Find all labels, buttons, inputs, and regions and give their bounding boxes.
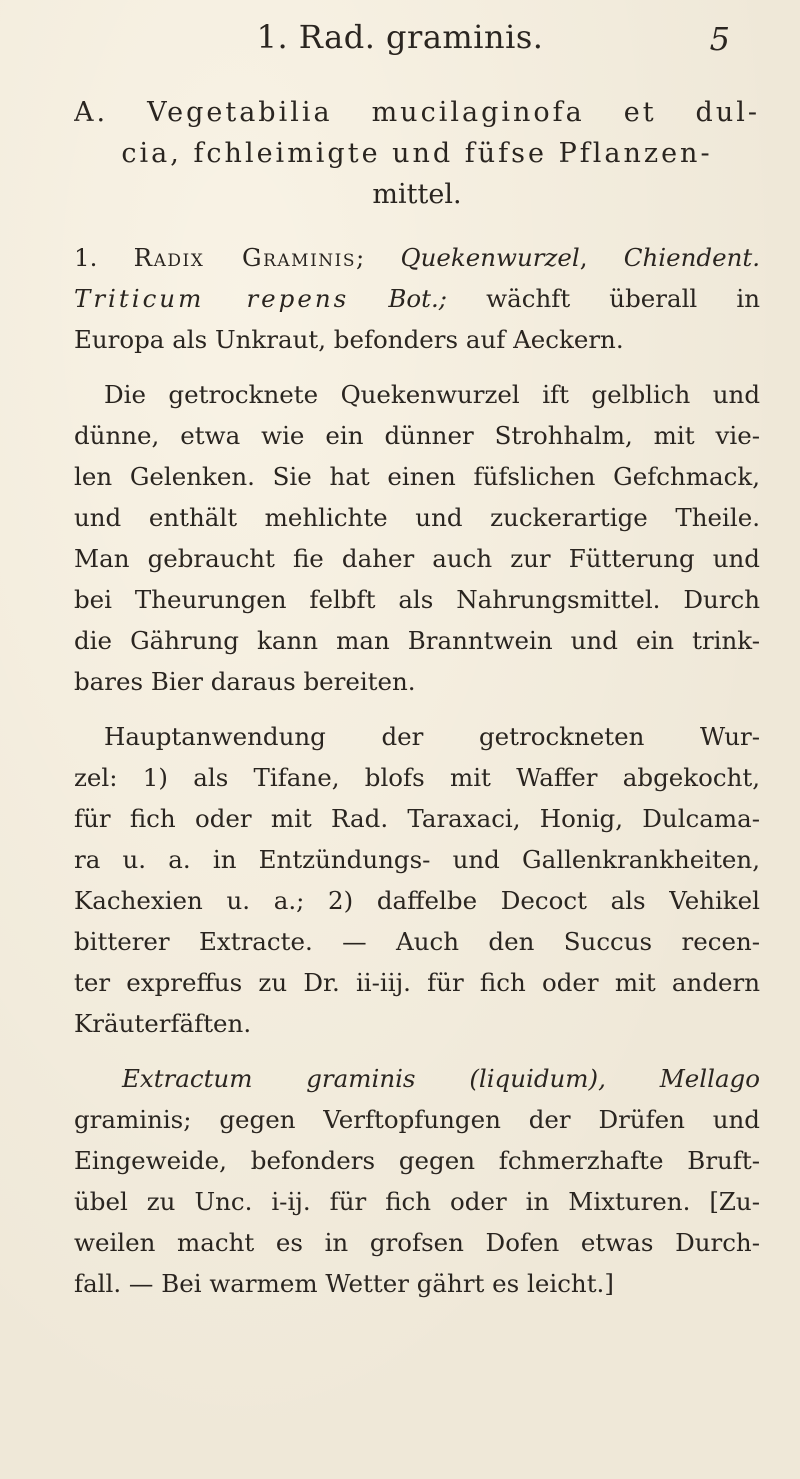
paragraph-2-line: ra u. a. in Entzündungs- und Gallenkrankheiten,: [74, 845, 760, 874]
paragraph-2-line: bitterer Extracte. — Auch den Succus recen-: [74, 927, 760, 956]
entry-german-name: Quekenwurzel: [400, 243, 580, 272]
paragraph-3-line: Eingeweide, befonders gegen fchmerzhafte Bruft-: [74, 1146, 760, 1175]
paragraph-3-line: fall. — Bei warmem Wetter gährt es leicht.]: [74, 1269, 614, 1298]
entry-title-line: [74, 237, 760, 278]
paragraph-1-line: und enthält mehlichte und zuckerartige Theile.: [74, 503, 760, 532]
paragraph-3-line: übel zu Unc. i-ij. für fich oder in Mixturen. [Zu-: [74, 1187, 760, 1216]
section-heading-line-2: cia, fchleimigte und füfse Pflanzen-: [121, 138, 713, 169]
paragraph-1-line: dünne, etwa wie ein dünner Strohhalm, mit vie-: [74, 421, 760, 450]
page-number: 5: [709, 20, 730, 58]
paragraph-2-line: ter expreffus zu Dr. ii-iij. für fich oder mit andern: [74, 968, 760, 997]
paragraph-3-line: Extractum graminis (liquidum), Mellago: [122, 1064, 760, 1093]
paragraph-1-line: Die getrocknete Quekenwurzel ift gelblich und: [104, 380, 760, 409]
entry-number: 1.: [74, 243, 98, 272]
section-heading-line-3: mittel.: [372, 179, 462, 210]
entry-species: Triticum repens: [74, 284, 350, 313]
entry-habitat-1: wächft überall in: [486, 284, 760, 313]
entry-habitat-2: Europa als Unkraut, befonders auf Aeckern.: [74, 325, 624, 354]
body-text: [74, 92, 760, 1304]
separator: ;: [356, 243, 365, 272]
paragraph-1-line: die Gährung kann man Branntwein und ein trink-: [74, 626, 760, 655]
paragraph-1-line: len Gelenken. Sie hat einen füfslichen Gefchmack,: [74, 462, 760, 491]
spacer: [74, 360, 760, 374]
entry-authority: Bot.;: [388, 284, 448, 313]
running-head: 1. Rad. graminis.: [256, 18, 544, 56]
paragraph-3-line: graminis; gegen Verftopfungen der Drüfen und: [74, 1105, 760, 1134]
paragraph-3-line: weilen macht es in grofsen Dofen etwas Durch-: [74, 1228, 760, 1257]
entry-french-name: Chiendent.: [623, 243, 760, 272]
paragraph-2-line: Hauptanwendung der getrockneten Wur-: [104, 722, 760, 751]
spacer: [74, 1044, 760, 1058]
spacer: [74, 215, 760, 237]
separator: ,: [579, 243, 588, 272]
entry-latin-name: Radix Graminis: [133, 243, 357, 272]
spacer: [74, 702, 760, 716]
entry-habitat-line: [74, 319, 760, 360]
paragraph-1-line: Man gebraucht fie daher auch zur Fütterung und: [74, 544, 760, 573]
paragraph-2-line: zel: 1) als Tifane, blofs mit Waffer abgekocht,: [74, 763, 760, 792]
paragraph-2-line: für fich oder mit Rad. Taraxaci, Honig, Dulcama-: [74, 804, 760, 833]
paragraph-1-line: bei Theurungen felbft als Nahrungsmittel. Durch: [74, 585, 760, 614]
paragraph-2-line: Kachexien u. a.; 2) daffelbe Decoct als Vehikel: [74, 886, 760, 915]
section-heading-line-1: A. Vegetabilia mucilaginofa et dul-: [74, 97, 760, 128]
entry-species-line: [74, 278, 760, 319]
paragraph-2-line: Kräuterfäften.: [74, 1009, 252, 1038]
paragraph-1-line: bares Bier daraus bereiten.: [74, 667, 416, 696]
page-header: [0, 8, 800, 68]
